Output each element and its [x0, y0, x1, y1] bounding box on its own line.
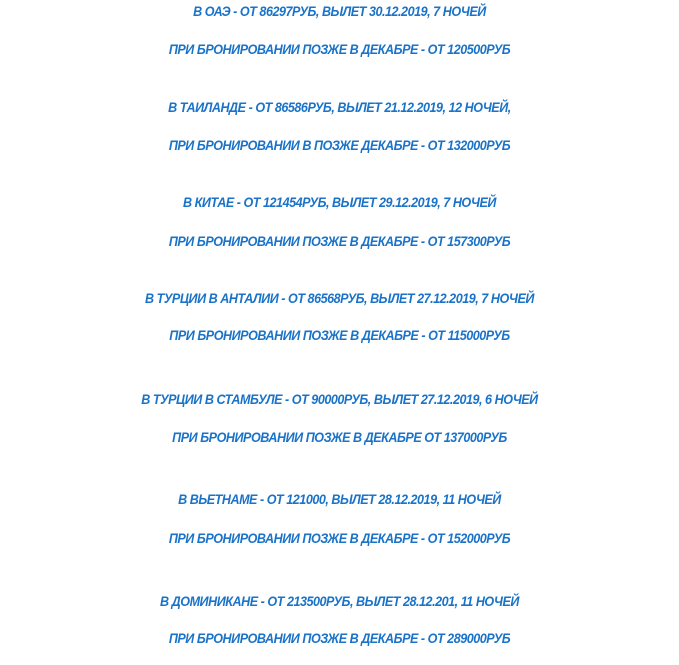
offer-dominican-main: В ДОМИНИКАНЕ - ОТ 213500РУБ, ВЫЛЕТ 28.12.201, 11 НОЧЕЙ [160, 594, 519, 609]
offer-china-late-booking: ПРИ БРОНИРОВАНИИ ПОЗЖЕ В ДЕКАБРЕ - ОТ 157300РУБ [168, 234, 511, 249]
offer-uae-late-booking: ПРИ БРОНИРОВАНИИ ПОЗЖЕ В ДЕКАБРЕ - ОТ 120500РУБ [168, 42, 511, 57]
offer-thailand-late-booking: ПРИ БРОНИРОВАНИИ В ПОЗЖЕ ДЕКАБРЕ - ОТ 132000РУБ [168, 138, 511, 153]
offer-turkey-istanbul-late-booking: ПРИ БРОНИРОВАНИИ ПОЗЖЕ В ДЕКАБРЕ ОТ 137000РУБ [172, 430, 507, 445]
offer-uae-main: В ОАЭ - ОТ 86297РУБ, ВЫЛЕТ 30.12.2019, 7 НОЧЕЙ [193, 4, 486, 19]
offer-turkey-antalya-main: В ТУРЦИИ В АНТАЛИИ - ОТ 86568РУБ, ВЫЛЕТ 27.12.2019, 7 НОЧЕЙ [145, 291, 534, 306]
offer-thailand-main: В ТАИЛАНДЕ - ОТ 86586РУБ, ВЫЛЕТ 21.12.2019, 12 НОЧЕЙ, [168, 100, 511, 115]
offer-turkey-istanbul-main: В ТУРЦИИ В СТАМБУЛЕ - ОТ 90000РУБ, ВЫЛЕТ 27.12.2019, 6 НОЧЕЙ [141, 392, 538, 407]
offer-vietnam-late-booking: ПРИ БРОНИРОВАНИИ ПОЗЖЕ В ДЕКАБРЕ - ОТ 152000РУБ [168, 531, 511, 546]
offer-china-main: В КИТАЕ - ОТ 121454РУБ, ВЫЛЕТ 29.12.2019, 7 НОЧЕЙ [183, 195, 496, 210]
offer-turkey-antalya-late-booking: ПРИ БРОНИРОВАНИИ ПОЗЖЕ В ДЕКАБРЕ - ОТ 115000РУБ [169, 328, 510, 343]
offer-dominican-late-booking: ПРИ БРОНИРОВАНИИ ПОЗЖЕ В ДЕКАБРЕ - ОТ 289000РУБ [168, 631, 511, 646]
offer-vietnam-main: В ВЬЕТНАМЕ - ОТ 121000, ВЫЛЕТ 28.12.2019, 11 НОЧЕЙ [178, 492, 501, 507]
